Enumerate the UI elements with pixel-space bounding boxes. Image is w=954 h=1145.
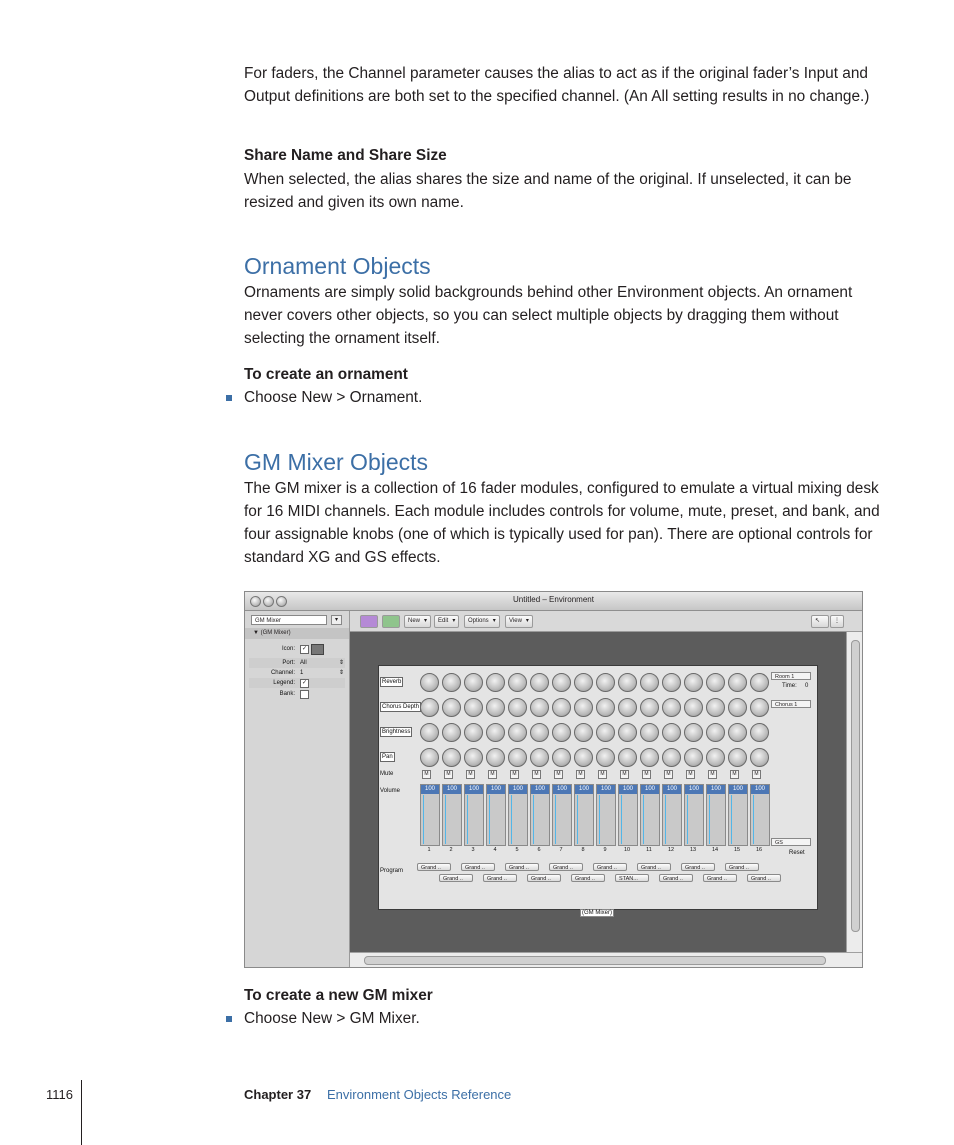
- knob-pan[interactable]: [552, 748, 571, 767]
- knob-chorus[interactable]: [640, 698, 659, 717]
- gm-mixer-step: Choose New > GM Mixer.: [244, 1010, 420, 1027]
- channel-number: 6: [537, 847, 541, 853]
- volume-value: 100: [619, 785, 637, 794]
- mute-button[interactable]: M: [686, 770, 695, 779]
- knob-brightness[interactable]: [640, 723, 659, 742]
- knob-pan[interactable]: [640, 748, 659, 767]
- fader-track: [687, 795, 688, 844]
- knob-brightness[interactable]: [728, 723, 747, 742]
- program-menu[interactable]: Grand ..: [505, 863, 539, 871]
- knob-chorus[interactable]: [574, 698, 593, 717]
- bullet-icon: [226, 395, 232, 401]
- volume-fader[interactable]: [640, 784, 660, 846]
- knob-pan[interactable]: [728, 748, 747, 767]
- program-menu[interactable]: Grand ..: [725, 863, 759, 871]
- volume-value: 100: [641, 785, 659, 794]
- ornament-task-heading: To create an ornament: [244, 366, 408, 383]
- knob-chorus[interactable]: [530, 698, 549, 717]
- channel-number: 15: [733, 847, 741, 853]
- page-number: 1116: [46, 1087, 73, 1102]
- mute-label: Mute: [380, 771, 394, 777]
- knob-pan[interactable]: [530, 748, 549, 767]
- fader-track: [709, 795, 710, 844]
- port-value[interactable]: All: [300, 660, 307, 666]
- bullet-icon: [226, 1016, 232, 1022]
- knob-brightness[interactable]: [442, 723, 461, 742]
- window-title: Untitled – Environment: [513, 595, 594, 604]
- knob-reverb[interactable]: [728, 673, 747, 692]
- knob-reverb[interactable]: [684, 673, 703, 692]
- knob-reverb[interactable]: [618, 673, 637, 692]
- knob-pan[interactable]: [574, 748, 593, 767]
- program-menu[interactable]: Grand ..: [549, 863, 583, 871]
- knob-reverb[interactable]: [420, 673, 439, 692]
- mute-button[interactable]: M: [422, 770, 431, 779]
- mute-button[interactable]: M: [444, 770, 453, 779]
- object-name-label[interactable]: (GM Mixer): [582, 910, 612, 916]
- volume-fader[interactable]: [508, 784, 528, 846]
- mute-button[interactable]: M: [752, 770, 761, 779]
- menu-options[interactable]: Options ▾: [464, 615, 500, 628]
- inspector-group[interactable]: ▼ (GM Mixer): [253, 630, 291, 636]
- fader-track: [731, 795, 732, 844]
- knob-reverb[interactable]: [640, 673, 659, 692]
- mute-button[interactable]: M: [510, 770, 519, 779]
- knob-chorus[interactable]: [596, 698, 615, 717]
- knob-chorus[interactable]: [552, 698, 571, 717]
- stepper-icon[interactable]: ⇕: [339, 670, 345, 676]
- icon-preview[interactable]: [311, 644, 324, 655]
- knob-reverb[interactable]: [464, 673, 483, 692]
- fader-track: [643, 795, 644, 844]
- knob-reverb[interactable]: [662, 673, 681, 692]
- channel-number: 14: [711, 847, 719, 853]
- knob-chorus[interactable]: [662, 698, 681, 717]
- scroll-thumb[interactable]: [364, 956, 826, 965]
- knob-pan[interactable]: [486, 748, 505, 767]
- channel-value[interactable]: 1: [300, 670, 304, 676]
- knob-pan[interactable]: [618, 748, 637, 767]
- volume-value: 100: [663, 785, 681, 794]
- reverb-type-button[interactable]: Room 1: [771, 672, 811, 680]
- knob-brightness[interactable]: [684, 723, 703, 742]
- knob-brightness[interactable]: [464, 723, 483, 742]
- bank-param-label: Bank:: [279, 691, 295, 697]
- knob-chorus[interactable]: [750, 698, 769, 717]
- scroll-thumb[interactable]: [851, 640, 860, 932]
- fader-track: [621, 795, 622, 844]
- footer-chapter-title[interactable]: Environment Objects Reference: [327, 1087, 512, 1102]
- channel-number: 5: [515, 847, 519, 853]
- volume-fader[interactable]: [618, 784, 638, 846]
- fader-track: [555, 795, 556, 844]
- volume-value: 100: [707, 785, 725, 794]
- channel-number: 9: [603, 847, 607, 853]
- window-titlebar: [245, 592, 862, 611]
- mute-button[interactable]: M: [730, 770, 739, 779]
- volume-fader[interactable]: [486, 784, 506, 846]
- fader-track: [599, 795, 600, 844]
- knob-chorus[interactable]: [508, 698, 527, 717]
- volume-fader[interactable]: [684, 784, 704, 846]
- intro-paragraph: For faders, the Channel parameter causes the alias to act as if the original fader’s Input and Output definitions are both set to the specified channel. (An All setting results in no change.): [244, 65, 870, 105]
- volume-value: 100: [443, 785, 461, 794]
- program-menu[interactable]: Grand ..: [417, 863, 451, 871]
- fader-track: [467, 795, 468, 844]
- program-menu[interactable]: Grand ..: [483, 874, 517, 882]
- pan-label: Pan: [382, 754, 393, 760]
- knob-pan[interactable]: [706, 748, 725, 767]
- volume-value: 100: [597, 785, 615, 794]
- gs-button[interactable]: GS: [771, 838, 811, 846]
- program-label: Program: [380, 868, 404, 874]
- volume-value: 100: [531, 785, 549, 794]
- knob-reverb[interactable]: [596, 673, 615, 692]
- ornament-paragraph: Ornaments are simply solid backgrounds behind other Environment objects. An ornament never covers other objects, so you can select multiple objects by dragging them without selecting the ornament itself.: [244, 284, 853, 347]
- knob-pan[interactable]: [508, 748, 527, 767]
- volume-value: 100: [487, 785, 505, 794]
- menu-new[interactable]: New ▾: [404, 615, 431, 628]
- volume-fader[interactable]: [442, 784, 462, 846]
- knob-brightness[interactable]: [530, 723, 549, 742]
- more-tools-icon[interactable]: ⋮: [830, 615, 844, 628]
- mute-button[interactable]: M: [598, 770, 607, 779]
- volume-value: 100: [465, 785, 483, 794]
- knob-brightness[interactable]: [420, 723, 439, 742]
- port-param-label: Port:: [282, 660, 295, 666]
- mute-button[interactable]: M: [554, 770, 563, 779]
- channel-number: 13: [689, 847, 697, 853]
- chorus-label: Chorus Depth: [382, 704, 420, 710]
- knob-brightness[interactable]: [662, 723, 681, 742]
- mute-button[interactable]: M: [576, 770, 585, 779]
- knob-chorus[interactable]: [728, 698, 747, 717]
- footer-chapter: Chapter 37: [244, 1087, 312, 1102]
- chevron-down-icon[interactable]: ▾: [331, 615, 342, 625]
- menu-edit[interactable]: Edit ▾: [434, 615, 459, 628]
- knob-brightness[interactable]: [618, 723, 637, 742]
- pointer-tool-icon[interactable]: ↖: [811, 615, 829, 628]
- share-paragraph: When selected, the alias shares the size and name of the original. If unselected, it can be resized and given its own name.: [244, 171, 852, 211]
- volume-fader[interactable]: [728, 784, 748, 846]
- environment-window-screenshot: [244, 591, 863, 968]
- reverb-label: Reverb: [382, 679, 402, 685]
- channel-param-label: Channel:: [270, 670, 295, 676]
- knob-brightness[interactable]: [706, 723, 725, 742]
- fader-track: [753, 795, 754, 844]
- program-menu[interactable]: Grand ..: [681, 863, 715, 871]
- program-menu[interactable]: Grand ..: [439, 874, 473, 882]
- knob-brightness[interactable]: [596, 723, 615, 742]
- knob-pan[interactable]: [464, 748, 483, 767]
- channel-number: 12: [667, 847, 675, 853]
- chorus-type-button[interactable]: Chorus 1: [771, 700, 811, 708]
- gm-mixer-object[interactable]: [378, 665, 818, 910]
- volume-fader[interactable]: [574, 784, 594, 846]
- knob-reverb[interactable]: [442, 673, 461, 692]
- knob-pan[interactable]: [596, 748, 615, 767]
- knob-chorus[interactable]: [464, 698, 483, 717]
- fader-track: [665, 795, 666, 844]
- fader-track: [445, 795, 446, 844]
- knob-brightness[interactable]: [552, 723, 571, 742]
- ornament-title: Ornament Objects: [244, 253, 431, 279]
- volume-label: Volume: [380, 788, 401, 794]
- program-menu[interactable]: STAN...: [615, 874, 649, 882]
- icon-checkbox[interactable]: ✓: [301, 646, 308, 652]
- knob-chorus[interactable]: [442, 698, 461, 717]
- mute-button[interactable]: M: [642, 770, 651, 779]
- fader-track: [489, 795, 490, 844]
- fader-track: [423, 795, 424, 844]
- volume-value: 100: [421, 785, 439, 794]
- program-menu[interactable]: Grand ..: [703, 874, 737, 882]
- inspector-panel: [245, 611, 350, 967]
- mute-button[interactable]: M: [532, 770, 541, 779]
- channel-number: 10: [623, 847, 631, 853]
- legend-checkbox[interactable]: ✓: [301, 680, 308, 686]
- channel-number: 3: [471, 847, 475, 853]
- fader-track: [577, 795, 578, 844]
- volume-value: 100: [553, 785, 571, 794]
- channel-number: 1: [427, 847, 431, 853]
- knob-pan[interactable]: [750, 748, 769, 767]
- footer-divider: [81, 1080, 82, 1145]
- knob-brightness[interactable]: [574, 723, 593, 742]
- knob-chorus[interactable]: [486, 698, 505, 717]
- program-menu[interactable]: Grand ..: [593, 863, 627, 871]
- knob-chorus[interactable]: [684, 698, 703, 717]
- program-menu[interactable]: Grand ..: [659, 874, 693, 882]
- object-name-field[interactable]: GM Mixer: [251, 615, 327, 625]
- program-menu[interactable]: Grand ..: [571, 874, 605, 882]
- volume-fader[interactable]: [464, 784, 484, 846]
- share-heading: Share Name and Share Size: [244, 147, 447, 164]
- volume-fader[interactable]: [706, 784, 726, 846]
- mute-button[interactable]: M: [488, 770, 497, 779]
- knob-reverb[interactable]: [530, 673, 549, 692]
- fader-track: [533, 795, 534, 844]
- time-value[interactable]: 0: [805, 683, 809, 689]
- knob-brightness[interactable]: [486, 723, 505, 742]
- knob-chorus[interactable]: [618, 698, 637, 717]
- mute-button[interactable]: M: [620, 770, 629, 779]
- gm-mixer-title: GM Mixer Objects: [244, 449, 429, 475]
- gm-mixer-task-heading: To create a new GM mixer: [244, 987, 433, 1004]
- program-menu[interactable]: Grand ..: [637, 863, 671, 871]
- volume-fader[interactable]: [596, 784, 616, 846]
- volume-fader[interactable]: [530, 784, 550, 846]
- channel-number: 2: [449, 847, 453, 853]
- channel-number: 11: [646, 847, 652, 853]
- stepper-icon[interactable]: ⇕: [339, 660, 345, 666]
- bank-checkbox[interactable]: [300, 690, 309, 699]
- program-menu[interactable]: Grand ..: [527, 874, 561, 882]
- program-menu[interactable]: Grand ..: [747, 874, 781, 882]
- icon-param-label: Icon:: [281, 646, 295, 652]
- channel-number: 16: [755, 847, 763, 853]
- channel-number: 4: [493, 847, 497, 853]
- volume-value: 100: [575, 785, 593, 794]
- fader-track: [511, 795, 512, 844]
- volume-fader[interactable]: [662, 784, 682, 846]
- toolbar: [350, 611, 862, 632]
- channel-number: 7: [559, 847, 563, 853]
- reset-button[interactable]: Reset: [789, 850, 805, 856]
- volume-value: 100: [685, 785, 703, 794]
- program-menu[interactable]: Grand ..: [461, 863, 495, 871]
- mute-button[interactable]: M: [664, 770, 673, 779]
- channel-number: 8: [581, 847, 585, 853]
- knob-pan[interactable]: [420, 748, 439, 767]
- knob-pan[interactable]: [442, 748, 461, 767]
- volume-fader[interactable]: [750, 784, 770, 846]
- volume-fader[interactable]: [552, 784, 572, 846]
- knob-reverb[interactable]: [574, 673, 593, 692]
- knob-pan[interactable]: [684, 748, 703, 767]
- knob-reverb[interactable]: [750, 673, 769, 692]
- legend-param-label: Legend:: [273, 680, 295, 686]
- ornament-step: Choose New > Ornament.: [244, 389, 423, 406]
- knob-reverb[interactable]: [508, 673, 527, 692]
- mute-button[interactable]: M: [466, 770, 475, 779]
- volume-fader[interactable]: [420, 784, 440, 846]
- link-icon[interactable]: [360, 615, 378, 628]
- knob-reverb[interactable]: [706, 673, 725, 692]
- brightness-label: Brightness: [382, 729, 411, 735]
- mute-button[interactable]: M: [708, 770, 717, 779]
- knob-reverb[interactable]: [486, 673, 505, 692]
- volume-value: 100: [751, 785, 769, 794]
- knob-chorus[interactable]: [706, 698, 725, 717]
- gm-mixer-paragraph: The GM mixer is a collection of 16 fader modules, configured to emulate a virtual mixing desk for 16 MIDI channels. Each module includes controls for volume, mute, preset, and bank, and four assignable knobs (one of which is typically used for pan). There are optional controls for standard XG and GS effects.: [244, 480, 880, 566]
- knob-reverb[interactable]: [552, 673, 571, 692]
- time-label: Time:: [782, 683, 797, 689]
- volume-value: 100: [729, 785, 747, 794]
- knob-brightness[interactable]: [508, 723, 527, 742]
- knob-pan[interactable]: [662, 748, 681, 767]
- volume-value: 100: [509, 785, 527, 794]
- midi-in-icon[interactable]: [382, 615, 400, 628]
- horizontal-scrollbar[interactable]: [350, 952, 862, 968]
- knob-brightness[interactable]: [750, 723, 769, 742]
- knob-chorus[interactable]: [420, 698, 439, 717]
- menu-view[interactable]: View ▾: [505, 615, 533, 628]
- vertical-scrollbar[interactable]: [846, 632, 863, 952]
